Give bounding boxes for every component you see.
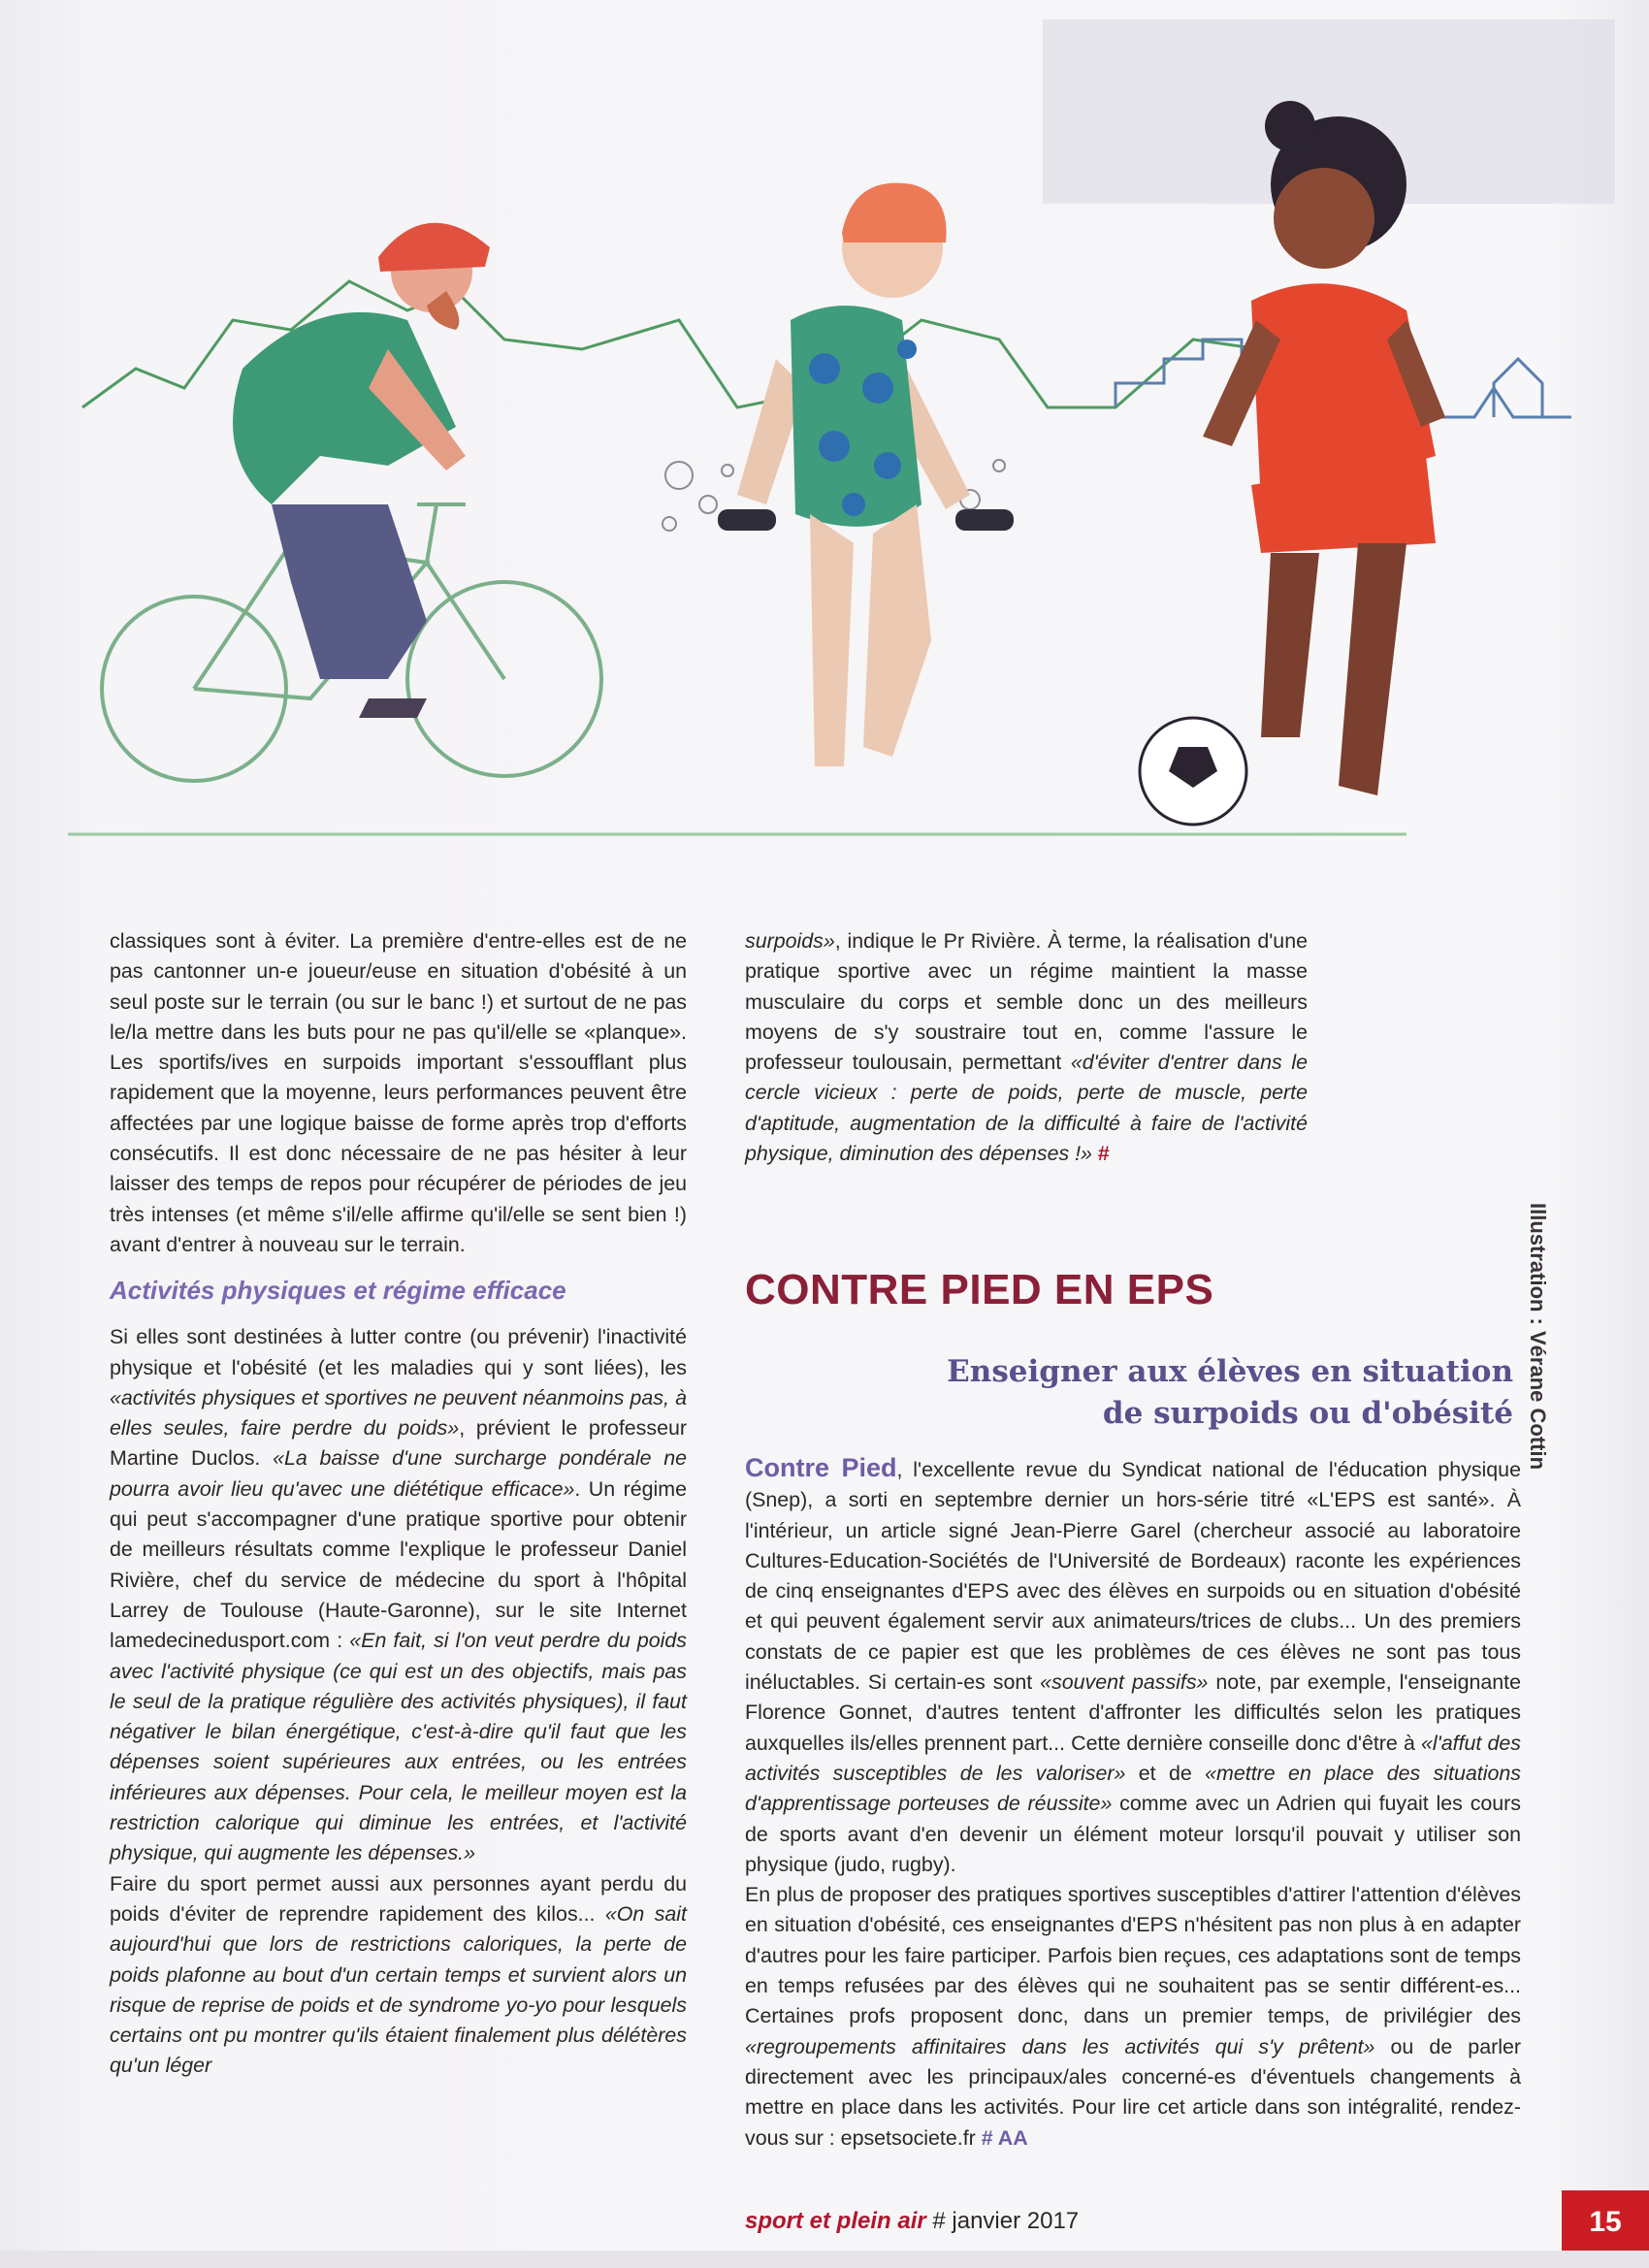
swimmer-figure <box>663 183 1014 766</box>
page-bottom-edge <box>0 2251 1649 2268</box>
subheading-activites: Activités physiques et régime efficace <box>110 1276 566 1306</box>
page-number-badge: 15 <box>1562 2190 1649 2254</box>
left-paragraph-3: Faire du sport permet aussi aux personnes ayant perdu du poids d'éviter de reprendre rapidement des kilos... «On sait aujourd'hui que lors de restrictions caloriques, la perte de poids plafonne au bout d'un certain temps et survient alors un risque de reprise de poids et de syndrome yo-yo pour lesquels certains ont pu montrer qu'ils étaient finalement plus délétères qu'un léger <box>110 1871 687 2078</box>
footballer-figure <box>1140 101 1445 825</box>
cyclist-shoes <box>359 698 427 718</box>
swim-cap <box>842 183 947 243</box>
cyclist-legs <box>272 504 427 679</box>
left-column <box>110 926 687 2082</box>
left-paragraph-2: Si elles sont destinées à lutter contre (ou prévenir) l'inactivité physique et l'obésité (et les maladies qui y sont liées), les «activités physiques et sportives ne peuvent néanmoins pas, à elles seules, faire perdre du poids», prévient le professeur Martine Duclos. «La baisse d'une surcharge pondérale ne pourra avoir lieu qu'avec une diététique efficace». Un régime qui peut s'accompagner d'une pratique sportive pour obtenir de meilleurs résultats comme l'explique le professeur Daniel Rivière, chef du service de médecine du sport à l'hôpital Larrey de Toulouse (Haute-Garonne), sur le site Internet lamedecinedusport.com : «En fait, si l'on veut perdre du poids avec l'activité physique (ce qui est un des objectifs, mais pas le seul de la pratique régulière des activités physiques), il faut négativer le bilan énergétique, c'est-à-dire qu'il faut que les dépenses soient supérieures aux entrées, ou les entrées inférieures aux dépenses. Pour cela, le meilleur moyen est la restriction calorique qui diminue les entrées, et l'activité physique, qui augmente les dépenses.» <box>110 1325 687 1865</box>
illustration-credit: Illustration : Vérane Cottin <box>1526 1203 1550 1471</box>
dumbbell-right <box>955 509 1014 531</box>
swimmer-legs <box>810 504 931 766</box>
right-column-bottom <box>745 1453 1521 2154</box>
footer-brand: sport et plein air # janvier 2017 <box>745 2208 1080 2234</box>
right-column-top <box>745 926 1308 1169</box>
bubble <box>665 462 693 489</box>
section-title: CONTRE PIED EN EPS <box>745 1266 1214 1313</box>
left-paragraph-1: classiques sont à éviter. La première d'entre-elles est de ne pas cantonner un-e joueur/euse en situation d'obésité à un seul poste sur le terrain (ou sur le banc !) et surtout de ne pas le/la mettre dans les buts pour ne pas qu'il/elle se «planque». Les sportifs/ives en surpoids important s'essoufflant plus rapidement que la moyenne, leurs performances peuvent être affectées par une logique baisse de forme après trop d'efforts consécutifs. Il est donc nécessaire de ne pas hésiter à leur laisser des temps de repos pour récupérer de périodes de jeu très intenses (et même s'il/elle affirme qu'il/elle se sent bien !) avant d'entrer à nouveau sur le terrain. <box>110 929 687 1256</box>
cyclist-figure <box>102 223 601 781</box>
house <box>1494 359 1542 417</box>
cyclist-helmet <box>378 223 490 272</box>
illustration-people-exercising <box>0 0 1649 873</box>
right-bottom-paragraph-2: En plus de proposer des pratiques sportives susceptibles d'attirer l'attention d'élèves en situation d'obésité, ces enseignantes d'EPS n'hésitent pas non plus à en adapter d'autres pour les faire participer. Parfois bien reçues, ces adaptations sont de temps en temps refusées par des élèves qui ne souhaitent pas se sentir différent-es... Certaines profs proposent donc, dans un premier temps, de privilégier des «regroupements affinitaires dans les activités qui s'y prêtent» ou de parler directement avec les principaux/ales concerné-es d'éventuels changements à mettre en place dans les activités. Pour lire cet article dans son intégralité, rendez-vous sur : epsetsociete.fr # AA <box>745 1883 1521 2150</box>
footballer-head <box>1274 168 1374 269</box>
right-bottom-paragraph-1: Contre Pied, l'excellente revue du Syndicat national de l'éducation physique (Snep), a sorti en septembre dernier un hors-série titré «L'EPS est santé». À l'intérieur, un article signé Jean-Pierre Garel (chercheur associé au laboratoire Cultures-Education-Sociétés de l'Université de Bordeaux) raconte les expériences de cinq enseignantes d'EPS avec des élèves en surpoids ou en situation d'obésité et qui peuvent également servir aux animateurs/trices de clubs... Un des premiers constats de ce papier est que les problèmes de ces élèves ne sont pas tous inéluctables. Si certain-es sont «souvent passifs» note, par exemple, l'enseignante Florence Gonnet, d'autres tentent d'affronter les difficultés selon les pratiques auxquelles ils/elles prennent part... Cette dernière conseille donc d'être à «l'affut des activités susceptibles de les valoriser» et de «mettre en place des situations d'apprentissage porteuses de réussite» comme avec un Adrien qui fuyait les cours de sports avant d'en devenir un élément moteur lorsqu'il pouvait y utiliser son physique (judo, rugby). <box>745 1453 1522 1876</box>
footballer-legs <box>1261 543 1406 795</box>
dumbbell-left <box>718 509 776 531</box>
right-top-paragraph: surpoids», indique le Pr Rivière. À terme, la réalisation d'une pratique sportive avec un régime maintient la masse musculaire du corps et semble donc un des meilleurs moyens de s'y soustraire tout en, comme l'assure le professeur toulousain, permettant «d'éviter d'entrer dans le cercle vicieux : perte de poids, perte de muscle, perte d'aptitude, augmentation de la difficulté à faire de l'activité physique, diminution des dépenses !» # <box>745 929 1309 1166</box>
section-subtitle: Enseigner aux élèves en situation de surpoids ou d'obésité <box>947 1354 1513 1431</box>
